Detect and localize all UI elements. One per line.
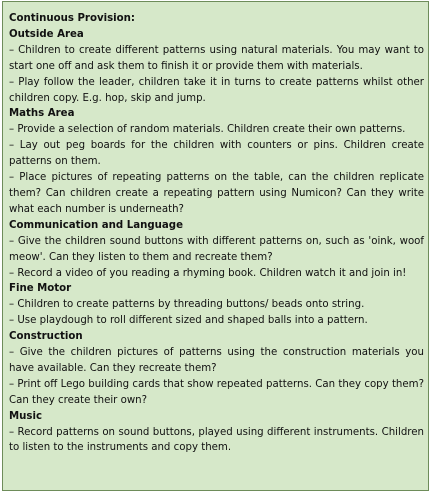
section-construction (9, 329, 428, 409)
list-item: – Use playdough to roll different sized and shaped balls into a pattern. (9, 315, 368, 327)
list-item: – Children to create different patterns using natural materials. You may want to start one off and ask them to finish it or provide them with materials. (9, 44, 424, 72)
list-item: – Record patterns on sound buttons, played using different instruments. Children to listen to the instruments and copy them. (9, 426, 424, 454)
panel-title: Continuous Provision: (9, 13, 135, 24)
list-item: – Give the children pictures of patterns using the construction materials you have available. Can they recreate them? (9, 347, 424, 374)
list-item: – Record a video of you reading a rhyming book. Children watch it and join in! (9, 267, 407, 279)
continuous-provision-panel (2, 1, 429, 491)
list-item: – Give the children sound buttons with different patterns on, such as 'oink, woof meow'. Can they listen to them and recreate them? (9, 235, 424, 263)
list-item: – Play follow the leader, children take it in turns to create patterns whilst other children copy. E.g. hop, skip and jump. (9, 76, 424, 104)
list-item: – Print off Lego building cards that show repeated patterns. Can they copy them? Can they create their own? (9, 378, 424, 406)
section-heading: Maths Area (9, 108, 75, 120)
list-item: – Place pictures of repeating patterns on the table, can the children replicate them? Can children create a repeating pattern using Numicon? Can they write what each number is underneath? (9, 172, 424, 215)
section-heading: Outside Area (9, 28, 84, 40)
section-maths-area (9, 106, 428, 217)
section-music (9, 409, 428, 457)
section-heading: Fine Motor (9, 283, 72, 295)
list-item: – Children to create patterns by threading buttons/ beads onto string. (9, 299, 365, 311)
section-outside-area (9, 27, 428, 107)
section-heading: Communication and Language (9, 219, 183, 231)
section-heading: Music (9, 410, 42, 422)
section-fine-motor (9, 281, 428, 329)
section-communication-and-language (9, 218, 428, 282)
list-item: – Lay out peg boards for the children with counters or pins. Children create patterns on them. (9, 140, 424, 168)
list-item: – Provide a selection of random materials. Children create their own patterns. (9, 124, 406, 136)
section-heading: Construction (9, 331, 83, 343)
